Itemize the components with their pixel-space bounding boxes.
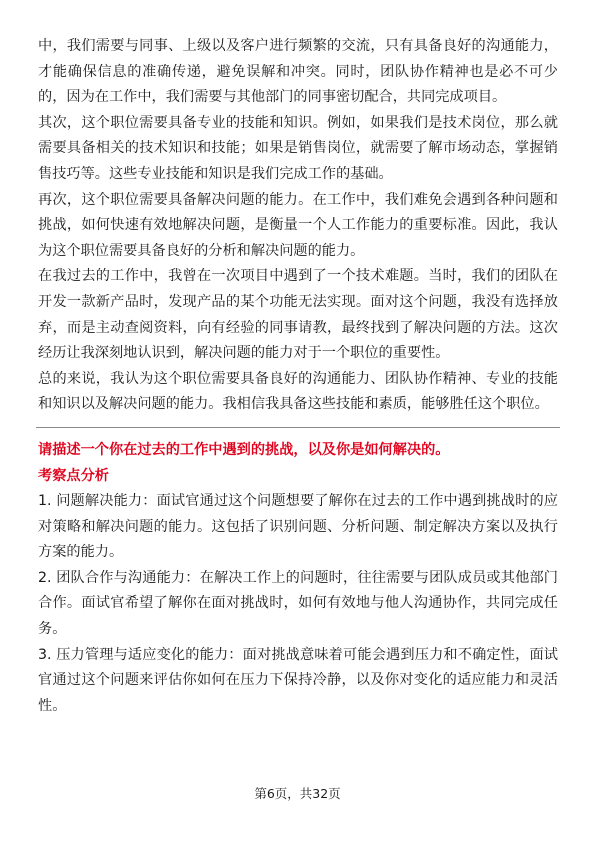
analysis-point: 3. 压力管理与适应变化的能力：面对挑战意味着可能会遇到压力和不确定性，面试官通过这个问题来评估你如何在压力下保持冷静，以及你对变化的适应能力和灵活性。: [38, 646, 558, 714]
analysis-point: 1. 问题解决能力：面试官通过这个问题想要了解你在过去的工作中遇到挑战时的应对策略和解决问题的能力。这包括了识别问题、分析问题、制定解决方案以及执行方案的能力。: [38, 493, 558, 561]
page-content: [38, 34, 558, 719]
body-paragraph: 总的来说，我认为这个职位需要具备良好的沟通能力、团队协作精神、专业的技能和知识以及解决问题的能力。我相信我具备这些技能和素质，能够胜任这个职位。: [38, 370, 558, 413]
page-footer: [0, 784, 595, 802]
body-paragraph: 在我过去的工作中，我曾在一次项目中遇到了一个技术难题。当时，我们的团队在开发一款新产品时，发现产品的某个功能无法实现。面对这个问题，我没有选择放弃，而是主动查阅资料，向有经验的同事请教，最终找到了解决问题的方法。这次经历让我深刻地认识到，解决问题的能力对于一个职位的重要性。: [38, 268, 558, 362]
section-divider: [36, 427, 560, 428]
body-paragraph: 再次，这个职位需要具备解决问题的能力。在工作中，我们难免会遇到各种问题和挑战，如何快速有效地解决问题，是衡量一个人工作能力的重要标准。因此，我认为这个职位需要具备良好的分析和解决问题的能力。: [38, 191, 558, 259]
interview-question: 请描述一个你在过去的工作中遇到的挑战，以及你是如何解决的。: [38, 441, 450, 458]
analysis-heading: 考察点分析: [38, 467, 109, 484]
body-paragraph: 中，我们需要与同事、上级以及客户进行频繁的交流，只有具备良好的沟通能力，才能确保信息的准确传递，避免误解和冲突。同时，团队协作精神也是必不可少的，因为在工作中，我们需要与其他部门的同事密切配合，共同完成项目。: [38, 38, 558, 106]
analysis-point: 2. 团队合作与沟通能力：在解决工作上的问题时，往往需要与团队成员或其他部门合作。面试官希望了解你在面对挑战时，如何有效地与他人沟通协作，共同完成任务。: [38, 569, 558, 638]
page-number: 第6页，共32页: [254, 786, 341, 801]
body-paragraph: 其次，这个职位需要具备专业的技能和知识。例如，如果我们是技术岗位，那么就需要具备相关的技术知识和技能；如果是销售岗位，就需要了解市场动态，掌握销售技巧等。这些专业技能和知识是我们完成工作的基础。: [38, 114, 558, 182]
